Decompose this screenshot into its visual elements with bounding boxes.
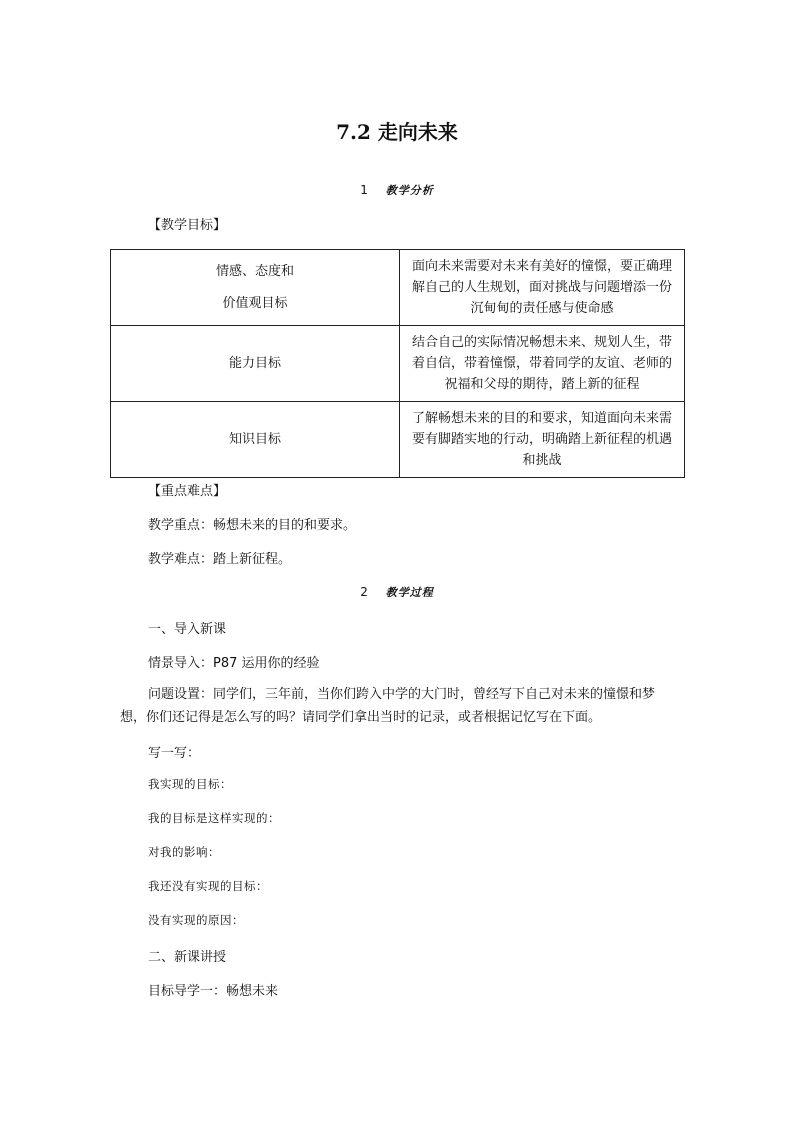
table-row [111, 402, 685, 478]
write-prompt: 写一写： [148, 746, 201, 761]
write-item: 对我的影响： [148, 845, 220, 859]
key-point: 教学重点：畅想未来的目的和要求。 [148, 518, 357, 533]
objectives-table [110, 249, 685, 478]
page-title: 7.2 走向未来 [336, 120, 458, 144]
section-number: 1 [360, 183, 368, 197]
part2-heading: 二、新课讲授 [148, 950, 227, 965]
write-item: 我的目标是这样实现的： [148, 811, 280, 825]
goal-guide: 目标导学一：畅想未来 [148, 984, 279, 999]
objective-label: 情感、态度和 价值观目标 [111, 250, 400, 326]
write-item: 我实现的目标： [148, 777, 232, 791]
table-row [111, 326, 685, 402]
write-item: 我还没有实现的目标： [148, 879, 268, 893]
objective-label: 知识目标 [111, 402, 400, 478]
section-heading-analysis [0, 182, 794, 198]
objective-label: 能力目标 [111, 326, 400, 402]
write-item: 没有实现的原因： [148, 913, 244, 927]
scene-intro: 情景导入：P87 运用你的经验 [148, 656, 320, 671]
key-difficult-heading: 【重点难点】 [148, 484, 227, 499]
objective-description: 面向未来需要对未来有美好的憧憬，要正确理解自己的人生规划，面对挑战与问题增添一份沉甸甸的责任感与使命感 [400, 250, 685, 326]
section-text: 教学过程 [385, 586, 434, 599]
section-heading-process [0, 584, 794, 600]
objective-description: 了解畅想未来的目的和要求，知道面向未来需要有脚踏实地的行动，明确踏上新征程的机遇和挑战 [400, 402, 685, 478]
question-paragraph: 问题设置：同学们，三年前，当你们跨入中学的大门时，曾经写下自己对未来的憧憬和梦想，你们还记得是怎么写的吗？请同学们拿出当时的记录，或者根据记忆写在下面。 [120, 687, 656, 725]
part1-heading: 一、导入新课 [148, 622, 227, 637]
table-row [111, 250, 685, 326]
objective-description: 结合自己的实际情况畅想未来、规划人生，带着自信，带着憧憬，带着同学的友谊、老师的祝福和父母的期待，踏上新的征程 [400, 326, 685, 402]
section-number: 2 [360, 585, 368, 599]
section-text: 教学分析 [385, 184, 434, 197]
difficult-point: 教学难点：踏上新征程。 [148, 552, 292, 567]
objectives-heading: 【教学目标】 [148, 218, 227, 233]
